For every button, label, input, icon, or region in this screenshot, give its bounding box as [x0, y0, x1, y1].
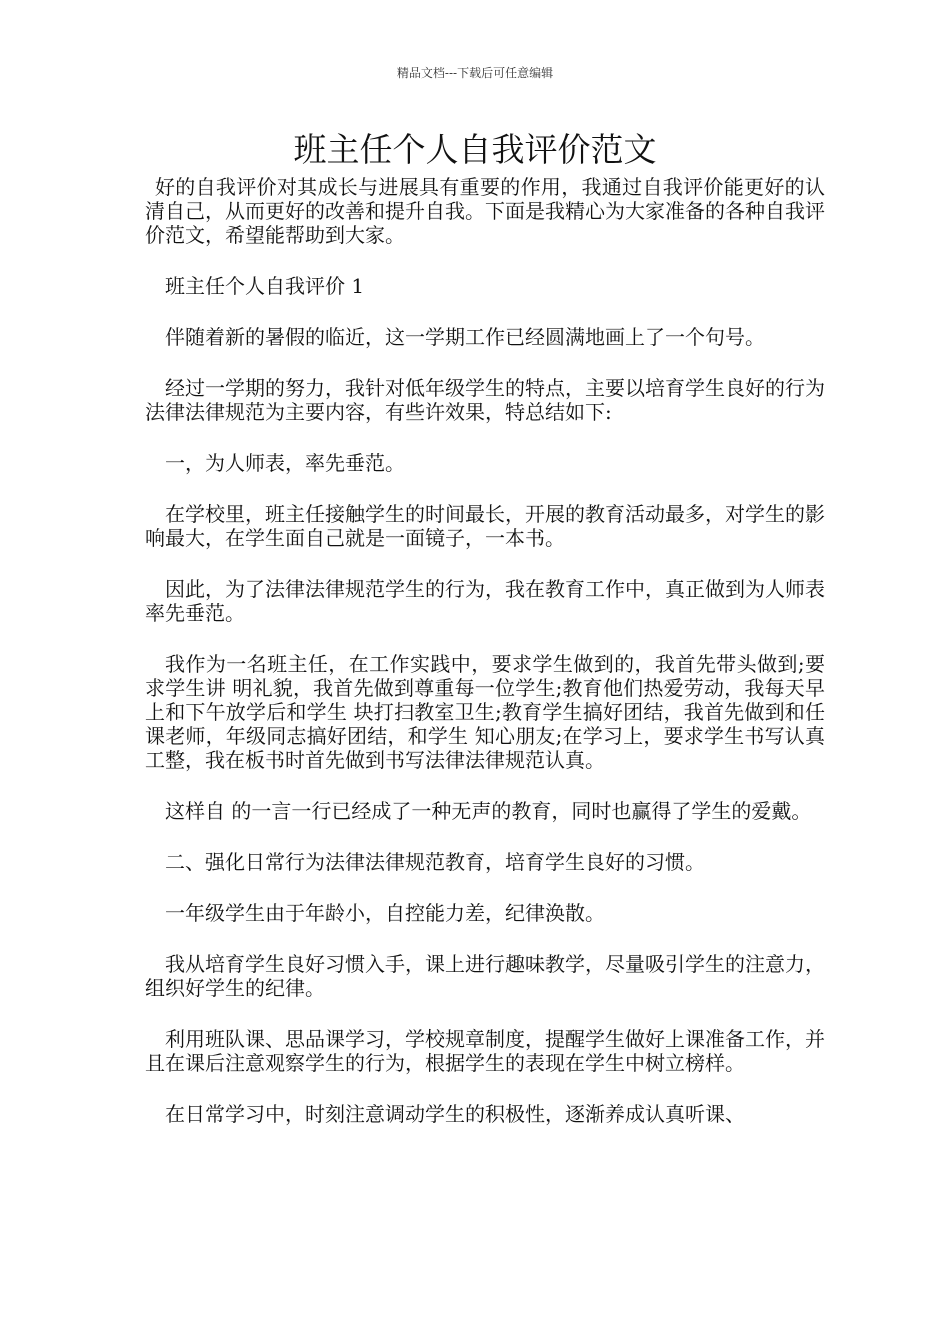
body-paragraph: 这样自 的一言一行已经成了一种无声的教育，同时也赢得了学生的爱戴。 [165, 799, 812, 823]
body-paragraph: 在日常学习中，时刻注意调动学生的积极性，逐渐养成认真听课、 [165, 1102, 745, 1126]
body-paragraph: 利用班队课、思品课学习，学校规章制度，提醒学生做好上课准备工作，并且在课后注意观察学生的行为，根据学生的表现在学生中树立榜样。 [145, 1027, 825, 1075]
body-paragraph: 我从培育学生良好习惯入手，课上进行趣味教学，尽量吸引学生的注意力，组织好学生的纪律。 [145, 952, 825, 1000]
body-paragraph: 经过一学期的努力，我针对低年级学生的特点，主要以培育学生良好的行为法律法律规范为主要内容，有些许效果，特总结如下: [145, 376, 825, 424]
body-paragraph: 一年级学生由于年龄小，自控能力差，纪律涣散。 [165, 901, 605, 925]
document-body [145, 175, 825, 1153]
intro-paragraph: 好的自我评价对其成长与进展具有重要的作用，我通过自我评价能更好的认清自己，从而更好的改善和提升自我。下面是我精心为大家准备的各种自我评价范文，希望能帮助到大家。 [145, 175, 825, 247]
body-paragraph: 因此，为了法律法律规范学生的行为，我在教育工作中，真正做到为人师表 率先垂范。 [145, 577, 825, 625]
subsection-heading: 二、强化日常行为法律法律规范教育，培育学生良好的习惯。 [165, 850, 705, 874]
body-paragraph: 我作为一名班主任，在工作实践中，要求学生做到的，我首先带头做到;要求学生讲 明礼貌，我首先做到尊重每一位学生;教育他们热爱劳动，我每天早上和下午放学后和学生 块打扫教室卫生;教育学生搞好团结，我首先做到和任课老师，年级同志搞好团结，和学生 知心朋友;在学习上，要求学生书写认真工整，我在板书时首先做到书写法律法律规范认真。 [145, 652, 825, 772]
subsection-heading: 一，为人师表，率先垂范。 [165, 451, 405, 475]
body-paragraph: 在学校里，班主任接触学生的时间最长，开展的教育活动最多，对学生的影响最大，在学生面自己就是一面镜子，一本书。 [145, 502, 825, 550]
body-paragraph: 伴随着新的暑假的临近，这一学期工作已经圆满地画上了一个句号。 [165, 325, 765, 349]
header-note: 精品文档---下载后可任意编辑 [396, 66, 554, 80]
document-title: 班主任个人自我评价范文 [293, 130, 657, 169]
section-heading: 班主任个人自我评价 1 [165, 274, 365, 298]
